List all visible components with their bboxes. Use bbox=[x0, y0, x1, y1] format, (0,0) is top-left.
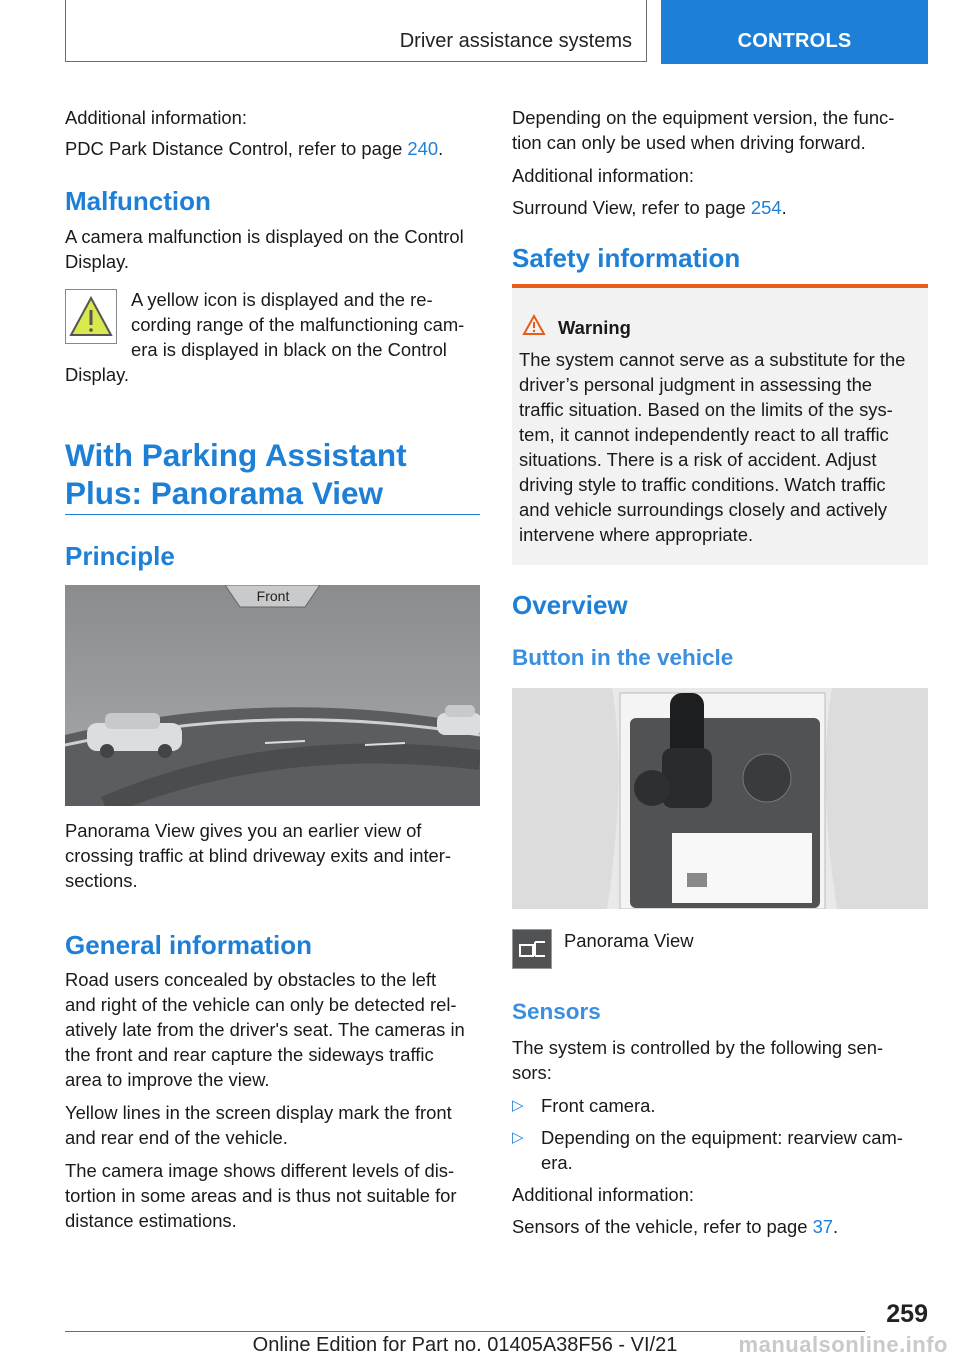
icon-text-3: era is displayed in black on the Control bbox=[131, 339, 447, 360]
icon-text-1: A yellow icon is displayed and the re‐ bbox=[131, 289, 433, 310]
page-header bbox=[65, 0, 928, 64]
icon-text-2: cording range of the malfunctioning cam‐ bbox=[131, 314, 465, 335]
bullet-1: Front camera. bbox=[541, 1095, 656, 1116]
panorama-view-button-icon[interactable] bbox=[512, 929, 552, 969]
page-link-240[interactable]: 240 bbox=[407, 138, 439, 159]
bullet-icon: ▷ bbox=[512, 1129, 524, 1146]
add-info-label: Additional information: bbox=[65, 107, 247, 128]
panorama-view-image bbox=[65, 585, 480, 806]
sensors-add-info-label: Additional information: bbox=[512, 1184, 694, 1205]
front-label: Front bbox=[256, 588, 290, 604]
general-text-3: The camera image shows different levels of dis‐ tortion in some areas and is thus not suitable for distance estimations. bbox=[65, 1160, 457, 1231]
safety-heading: Safety information bbox=[512, 243, 741, 273]
section-title-2: Plus: Panorama View bbox=[65, 475, 384, 511]
watermark: manualsonline.info bbox=[738, 1332, 948, 1357]
chapter-title: CONTROLS bbox=[737, 30, 852, 52]
button-heading: Button in the vehicle bbox=[512, 645, 734, 670]
malfunction-text-2: Display. bbox=[65, 251, 130, 272]
section-divider bbox=[65, 514, 480, 515]
general-heading: General information bbox=[65, 930, 313, 960]
section-title-1: With Parking Assistant bbox=[65, 437, 407, 473]
principle-heading: Principle bbox=[65, 541, 175, 571]
section-tab bbox=[65, 0, 647, 62]
principle-text: Panorama View gives you an earlier view of crossing traffic at blind driveway exits and inter‐ sections. bbox=[65, 820, 452, 891]
warning-title: Warning bbox=[558, 317, 631, 338]
sensors-heading: Sensors bbox=[512, 999, 601, 1024]
sensors-reference: Sensors of the vehicle, refer to page 37. bbox=[512, 1216, 839, 1237]
bullet-icon: ▷ bbox=[512, 1097, 524, 1114]
warning-icon bbox=[522, 314, 546, 341]
page-number: 259 bbox=[886, 1300, 928, 1328]
general-text-1: Road users concealed by obstacles to the left and right of the vehicle can only be detected rel‐ atively late from the driver's seat. The cameras in the front and rear capture the sideways traffic area to improve the view. bbox=[65, 969, 465, 1090]
overview-heading: Overview bbox=[512, 590, 628, 620]
malfunction-heading: Malfunction bbox=[65, 186, 211, 216]
bullet-2a: Depending on the equipment: rearview cam‐ bbox=[541, 1127, 903, 1148]
pdc-reference: PDC Park Distance Control, refer to page 240. bbox=[65, 138, 444, 159]
page-link-254[interactable]: 254 bbox=[750, 197, 782, 218]
warning-triangle-icon bbox=[65, 289, 117, 344]
icon-text-4: Display. bbox=[65, 364, 130, 385]
section-title: Driver assistance systems bbox=[399, 30, 632, 52]
console-image bbox=[512, 688, 928, 909]
panorama-view-label: Panorama View bbox=[564, 930, 694, 951]
forward-text: Depending on the equipment version, the func‐ tion can only be used when driving forward. bbox=[512, 107, 895, 153]
malfunction-text-1: A camera malfunction is displayed on the Control bbox=[65, 226, 464, 247]
sensors-text: The system is controlled by the following sen‐ sors: bbox=[512, 1037, 884, 1083]
general-text-2: Yellow lines in the screen display mark the front and rear end of the vehicle. bbox=[65, 1102, 452, 1148]
right-add-info-label: Additional information: bbox=[512, 165, 694, 186]
warning-box bbox=[512, 284, 928, 565]
page-link-37[interactable]: 37 bbox=[812, 1216, 834, 1237]
surround-reference: Surround View, refer to page 254. bbox=[512, 197, 787, 218]
bullet-2b: era. bbox=[541, 1152, 573, 1173]
warning-text: The system cannot serve as a substitute for the driver’s personal judgment in assessing the traffic situation. Based on the limits of the sys‐ tem, it cannot independently react to all traffic situations. There is a risk of accident. Adjust driving style to traffic conditions. Watch traffic and vehicle surroundings closely and actively intervene where appropriate. bbox=[519, 349, 906, 545]
edition-text: Online Edition for Part no. 01405A38F56 - VI/21 bbox=[252, 1334, 678, 1356]
chapter-tab bbox=[661, 0, 928, 64]
